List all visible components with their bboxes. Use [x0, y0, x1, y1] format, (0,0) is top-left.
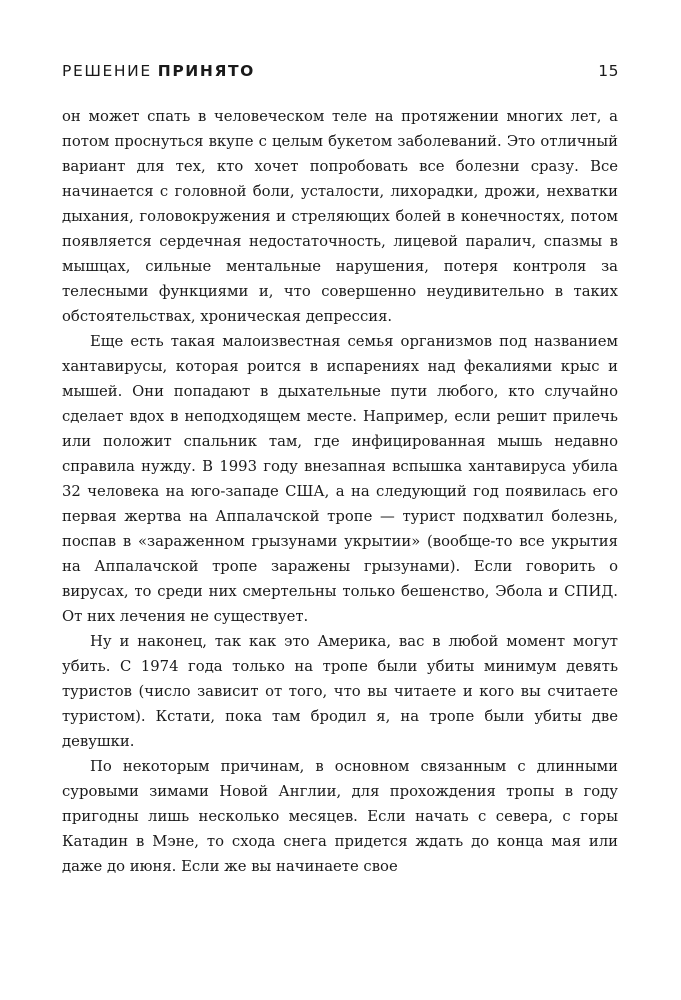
body-text: [62, 104, 618, 879]
paragraph-4: По некоторым причинам, в основном связанным с длинными суровыми зимами Новой Англии, для прохождения тропы в году пригодны лишь несколько месяцев. Если начать с севера, с горы Катадин в Мэне, то схода снега придется ждать до конца мая или даже до июня. Если же вы начинаете свое: [62, 758, 618, 875]
running-head-title-part1: РЕШЕНИЕ: [62, 62, 152, 80]
paragraph-2: Еще есть такая малоизвестная семья организмов под названием хантавирусы, которая роится в испарениях над фекалиями крыс и мышей. Они попадают в дыхательные пути любого, кто случайно сделает вдох в неподходящем месте. Например, если решит прилечь или положит спальник там, где инфицированная мышь недавно справила нужду. В 1993 году внезапная вспышка хантавируса убила 32 человека на юго-западе США, а на следующий год появилась его первая жертва на Аппалачской тропе — турист подхватил болезнь, поспав в «зараженном грызунами укрытии» (вообще-то все укрытия на Аппалачской тропе заражены грызунами). Если говорить о вирусах, то среди них смертельны только бешенство, Эбола и СПИД. От них лечения не существует.: [62, 333, 618, 625]
paragraph-3: Ну и наконец, так как это Америка, вас в любой момент могут убить. С 1974 года только на тропе были убиты минимум девять туристов (число зависит от того, что вы читаете и кого вы считаете туристом). Кстати, пока там бродил я, на тропе были убиты две девушки.: [62, 633, 618, 750]
paragraph-1: он может спать в человеческом теле на протяжении многих лет, а потом проснуться вкупе с целым букетом заболеваний. Это отличный вариант для тех, кто хочет попробовать все болезни сразу. Все начинается с головной боли, усталости, лихорадки, дрожи, нехватки дыхания, головокружения и стреляющих болей в конечностях, потом появляется сердечная недостаточность, лицевой паралич, спазмы в мышцах, сильные ментальные нарушения, потеря контроля за телесными функциями и, что совершенно неудивительно в таких обстоятельствах, хроническая депрессия.: [62, 108, 618, 325]
running-head-title-part2: ПРИНЯТО: [157, 62, 255, 80]
running-head: [62, 62, 619, 88]
page-number: 15: [598, 62, 619, 80]
